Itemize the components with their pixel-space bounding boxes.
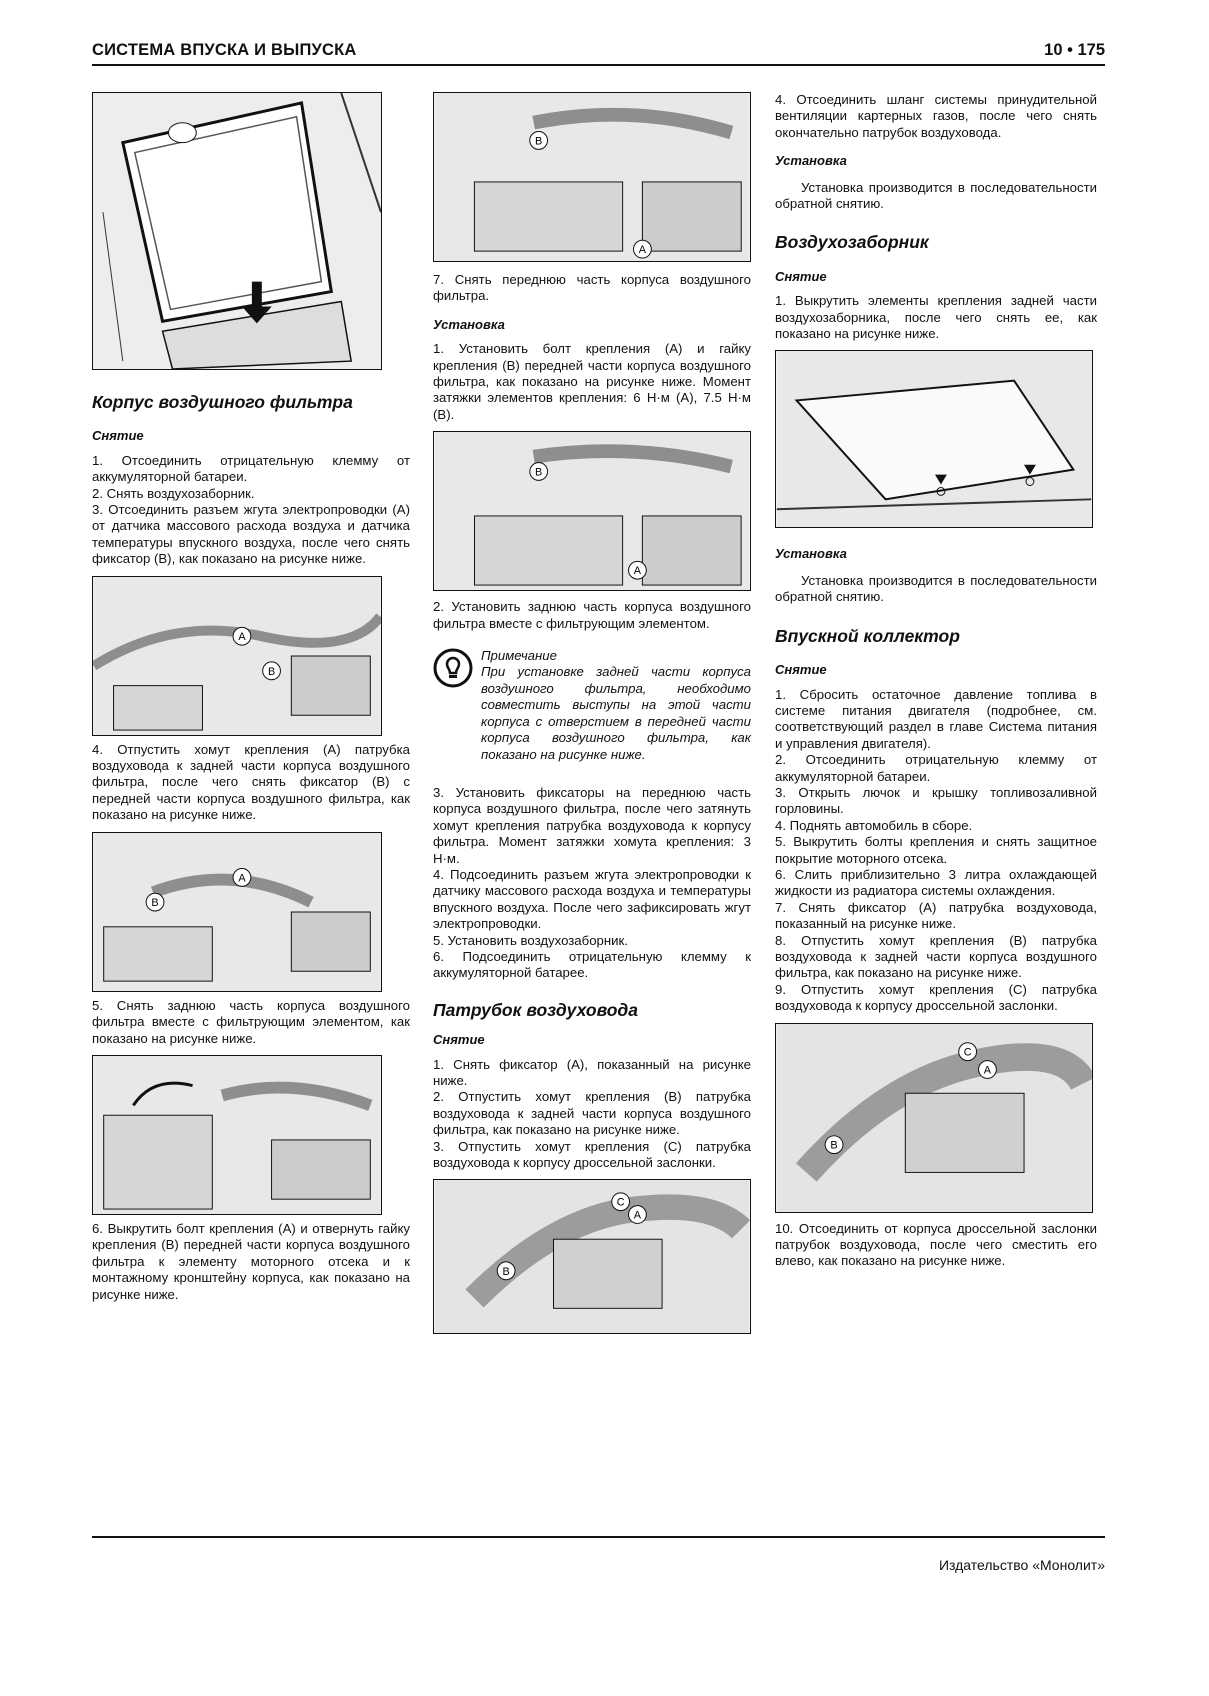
- subsection-removal: Снятие: [775, 662, 827, 678]
- duct-step-4: 4. Отсоединить шланг системы принудительной вентиляции картерных газов, после чего снять окончательно патрубок воздуховода.: [775, 92, 1097, 140]
- callout-a: A: [238, 872, 246, 885]
- publisher: Издательство «Монолит»: [938, 1557, 1105, 1573]
- note-title: Примечание: [481, 648, 557, 664]
- step-2: 2. Снять воздухозаборник.: [92, 485, 255, 501]
- callout-a: A: [633, 1209, 642, 1222]
- column-3: [775, 92, 1097, 1270]
- install-note: Установка производится в последовательности обратной снятию.: [775, 179, 1097, 212]
- duct-step-3: 3. Отпустить хомут крепления (C) патрубка воздуховода к корпусу дроссельной заслонки.: [433, 1138, 751, 1171]
- subsection-removal: Снятие: [92, 428, 144, 444]
- manifold-step-4: 4. Поднять автомобиль в сборе.: [775, 817, 973, 833]
- footer-rule: [92, 1536, 1105, 1538]
- step-5: 5. Снять заднюю часть корпуса воздушного фильтра вместе с фильтрующим элементом, как показано на рисунке ниже.: [92, 997, 410, 1046]
- section-title-air-duct: Патрубок воздуховода: [433, 999, 638, 1020]
- install-step-3: 3. Установить фиксаторы на переднюю часть корпуса воздушного фильтра, после чего затянуть хомут крепления патрубка воздуховода к корпусу фильтра. Момент затяжки хомута крепления: 3 Н·м.: [433, 784, 751, 866]
- lightbulb-icon: [433, 648, 473, 688]
- manifold-step-8: 8. Отпустить хомут крепления (B) патрубка воздуховода к задней части корпуса воздушного фильтра, как показано на рисунке ниже.: [775, 932, 1097, 981]
- intake-step-1: 1. Выкрутить элементы крепления задней части воздухозаборника, после чего снять ее, как показано на рисунке ниже.: [775, 293, 1097, 342]
- step-7: 7. Снять переднюю часть корпуса воздушного фильтра.: [433, 272, 751, 304]
- figure-filter-lid: [92, 92, 382, 370]
- install-step-6: 6. Подсоединить отрицательную клемму к аккумуляторной батарее.: [433, 948, 751, 981]
- header-rule: [92, 64, 1105, 66]
- figure-sensor-connector: [92, 576, 382, 736]
- subsection-install: Установка: [775, 153, 847, 169]
- intake-manifold-illustration: [776, 1024, 1092, 1212]
- callout-c: C: [616, 1197, 625, 1210]
- step-6: 6. Выкрутить болт крепления (A) и отвернуть гайку крепления (B) передней части корпуса воздушного фильтра к элементу моторного отсека и к монтажному кронштейну корпуса, как показано на рисунке ниже.: [92, 1220, 410, 1302]
- figure-air-intake: [775, 350, 1093, 528]
- engine-bay-illustration: [93, 577, 381, 735]
- callout-a: A: [633, 565, 642, 578]
- manifold-step-7: 7. Снять фиксатор (A) патрубка воздуховода, показанный на рисунке ниже.: [775, 899, 1097, 932]
- callout-b: B: [830, 1139, 838, 1152]
- manifold-step-5: 5. Выкрутить болты крепления и снять защитное покрытие моторного отсека.: [775, 834, 1097, 866]
- figure-clamp: [92, 832, 382, 992]
- figure-filter-removal: [92, 1055, 382, 1215]
- install-note: Установка производится в последовательности обратной снятию.: [775, 572, 1097, 605]
- manifold-step-2: 2. Отсоединить отрицательную клемму от аккумуляторной батареи.: [775, 752, 1097, 784]
- callout-b: B: [535, 466, 543, 479]
- section-title-intake-manifold: Впускной коллектор: [775, 625, 960, 646]
- step-4: 4. Отпустить хомут крепления (A) патрубка воздуховода к задней части корпуса воздушного фильтра, после чего снять фиксатор (B) с передней части корпуса воздушного фильтра, как показано на рисунке ниже.: [92, 741, 410, 823]
- callout-b: B: [267, 665, 276, 678]
- subsection-install: Установка: [433, 316, 505, 332]
- callout-a: A: [238, 630, 246, 643]
- manifold-step-1: 1. Сбросить остаточное давление топлива в системе питания двигателя (подробнее, см. соответствующий раздел в главе Система питания и управления двигателя).: [775, 686, 1097, 751]
- install-step-2: 2. Установить заднюю часть корпуса воздушного фильтра вместе с фильтрующим элементом.: [433, 599, 751, 631]
- subsection-removal: Снятие: [775, 268, 827, 284]
- engine-bay-illustration: [93, 833, 381, 991]
- column-1: [92, 92, 410, 1303]
- section-title-air-intake: Воздухозаборник: [775, 232, 929, 253]
- note-text: При установке задней части корпуса воздушного фильтра, необходимо совместить выступы на этой части корпуса с отверстием в передней части корпуса воздушного фильтра, как показано на рисунке ниже.: [481, 664, 751, 762]
- callout-c: C: [963, 1046, 972, 1059]
- manifold-step-6: 6. Слить приблизительно 3 литра охлаждающей жидкости из радиатора системы охлаждения.: [775, 866, 1097, 899]
- callout-b: B: [151, 896, 159, 909]
- subsection-install: Установка: [775, 546, 847, 562]
- section-title-filter-housing: Корпус воздушного фильтра: [92, 392, 353, 412]
- duct-step-2: 2. Отпустить хомут крепления (B) патрубка воздуховода к задней части корпуса воздушного фильтра, как показано на рисунке ниже.: [433, 1089, 751, 1138]
- note-block: [433, 648, 751, 763]
- manifold-step-3: 3. Открыть лючок и крышку топливозаливной горловины.: [775, 784, 1097, 817]
- install-step-1: 1. Установить болт крепления (A) и гайку крепления (B) передней части корпуса воздушного фильтра, как показано на рисунке ниже. Момент затяжки элементов крепления: 6 Н·м (A), 7.5 Н·м (B).: [433, 341, 751, 422]
- engine-bay-illustration: [434, 93, 750, 261]
- running-title: СИСТЕМА ВПУСКА И ВЫПУСКА: [92, 41, 357, 59]
- callout-a: A: [638, 244, 647, 257]
- subsection-removal: Снятие: [433, 1032, 485, 1048]
- figure-front-housing-install: [433, 431, 751, 591]
- callout-b: B: [535, 135, 543, 148]
- duct-step-1: 1. Снять фиксатор (A), показанный на рисунке ниже.: [433, 1056, 751, 1088]
- manifold-step-10: 10. Отсоединить от корпуса дроссельной заслонки патрубок воздуховода, после чего сместить его влево, как показано на рисунке ниже.: [775, 1220, 1097, 1269]
- step-3: 3. Отсоединить разъем жгута электропроводки (A) от датчика массового расхода воздуха и датчика температуры впускного воздуха, после чего снять фиксатор (B), как показано на рисунке ниже.: [92, 502, 410, 567]
- air-intake-illustration: [776, 351, 1092, 527]
- callout-a: A: [983, 1064, 992, 1077]
- callout-b: B: [502, 1266, 510, 1279]
- figure-intake-manifold: [775, 1023, 1093, 1213]
- column-2: [433, 92, 751, 1334]
- filter-lid-illustration: [93, 93, 381, 369]
- figure-air-duct: [433, 1179, 751, 1334]
- step-1: 1. Отсоединить отрицательную клемму от аккумуляторной батареи.: [92, 452, 410, 485]
- page-number: 10 • 175: [1044, 41, 1105, 59]
- install-step-5: 5. Установить воздухозаборник.: [433, 932, 628, 948]
- engine-bay-illustration: [93, 1056, 381, 1214]
- engine-bay-illustration: [434, 432, 750, 590]
- manifold-step-9: 9. Отпустить хомут крепления (C) патрубка воздуховода к корпусу дроссельной заслонки.: [775, 981, 1097, 1014]
- install-step-4: 4. Подсоединить разъем жгута электропроводки к датчику массового расхода воздуха и температуры впускного воздуха. После чего зафиксировать жгут электропроводки.: [433, 866, 751, 932]
- figure-front-housing: [433, 92, 751, 262]
- intake-manifold-illustration: [434, 1180, 750, 1333]
